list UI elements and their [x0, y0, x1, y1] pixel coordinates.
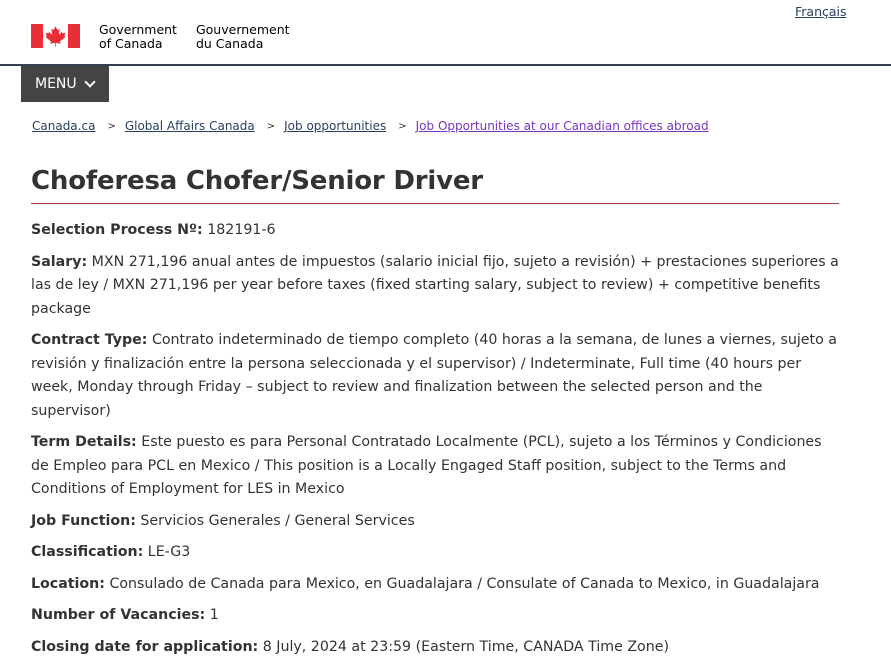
detail-value: 8 July, 2024 at 23:59 (Eastern Time, CANADA Time Zone): [262, 638, 669, 655]
menu-button-label: MENU: [35, 76, 77, 92]
detail-value: MXN 271,196 anual antes de impuestos (salario inicial fijo, sujeto a revisión) + prestaciones superiores a las de ley / MXN 271,196 per year before taxes (fixed starting salary, subject to review) + competitive benefits package: [31, 253, 839, 317]
detail-label: Term Details:: [31, 434, 137, 450]
detail-label: Classification:: [31, 544, 144, 560]
breadcrumb-canada-ca[interactable]: Canada.ca: [32, 119, 96, 133]
detail-term-details: [31, 431, 843, 502]
detail-label: Salary:: [31, 253, 88, 270]
detail-selection-process: [31, 219, 843, 243]
wordmark-en-line2: of Canada: [99, 36, 163, 51]
detail-job-function: [31, 510, 843, 534]
detail-value: Contrato indeterminado de tiempo completo (40 horas a la semana, de lunes a viernes, sujeto a revisión y finalización entre la persona seleccionada y el supervisor) / Indeterminate, Full time (40 hours per week, Monday through Friday – subject to review and finalization between the selected person and the supervisor): [31, 332, 837, 419]
detail-location: [31, 573, 843, 597]
detail-label: Number of Vacancies:: [31, 607, 206, 623]
detail-closing-date: [31, 636, 843, 660]
detail-label: Contract Type:: [31, 332, 148, 348]
detail-value: Este puesto es para Personal Contratado Localmente (PCL), sujeto a los Términos y Condiciones de Empleo para PCL en Mexico / This position is a Locally Engaged Staff position, subject to the Terms and Conditions of Employment for LES in Mexico: [31, 434, 822, 497]
title-underline: [31, 203, 839, 204]
breadcrumb-separator: >: [107, 120, 116, 132]
detail-label: Location:: [31, 575, 105, 592]
breadcrumb-global-affairs[interactable]: Global Affairs Canada: [124, 119, 255, 133]
detail-label: Job Function:: [31, 512, 136, 529]
canada-flag-icon: [31, 24, 80, 48]
gc-signature[interactable]: [31, 24, 290, 51]
wordmark-english: [99, 23, 177, 51]
detail-value: 1: [209, 607, 219, 623]
detail-vacancies: [31, 604, 843, 628]
chevron-down-icon: [84, 76, 95, 87]
header-divider: [0, 64, 891, 66]
wordmark-en-line1: Government: [99, 22, 177, 37]
job-details: [31, 219, 843, 667]
detail-salary: [31, 251, 843, 322]
wordmark-fr-line1: Gouvernement: [195, 22, 290, 37]
breadcrumb-separator: >: [398, 120, 407, 132]
breadcrumb: [32, 119, 709, 133]
breadcrumb-separator: >: [266, 120, 276, 132]
page-title: Choferesa Chofer/Senior Driver: [31, 166, 483, 196]
detail-value: 182191-6: [207, 222, 276, 238]
detail-value: LE-G3: [147, 544, 191, 560]
detail-value: Servicios Generales / General Services: [140, 512, 415, 529]
detail-label: Selection Process Nº:: [31, 222, 203, 238]
detail-label: Closing date for application:: [31, 638, 259, 655]
wordmark-french: [196, 23, 290, 51]
menu-button[interactable]: [21, 66, 109, 102]
breadcrumb-job-opportunities[interactable]: Job opportunities: [284, 119, 387, 133]
detail-classification: [31, 541, 843, 565]
detail-value: Consulado de Canada para Mexico, en Guadalajara / Consulate of Canada to Mexico, in Guadalajara: [109, 575, 820, 592]
detail-contract-type: [31, 329, 843, 423]
wordmark-fr-line2: du Canada: [195, 36, 264, 51]
breadcrumb-offices-abroad[interactable]: Job Opportunities at our Canadian offices abroad: [415, 119, 709, 133]
language-toggle-link[interactable]: Français: [795, 4, 847, 19]
